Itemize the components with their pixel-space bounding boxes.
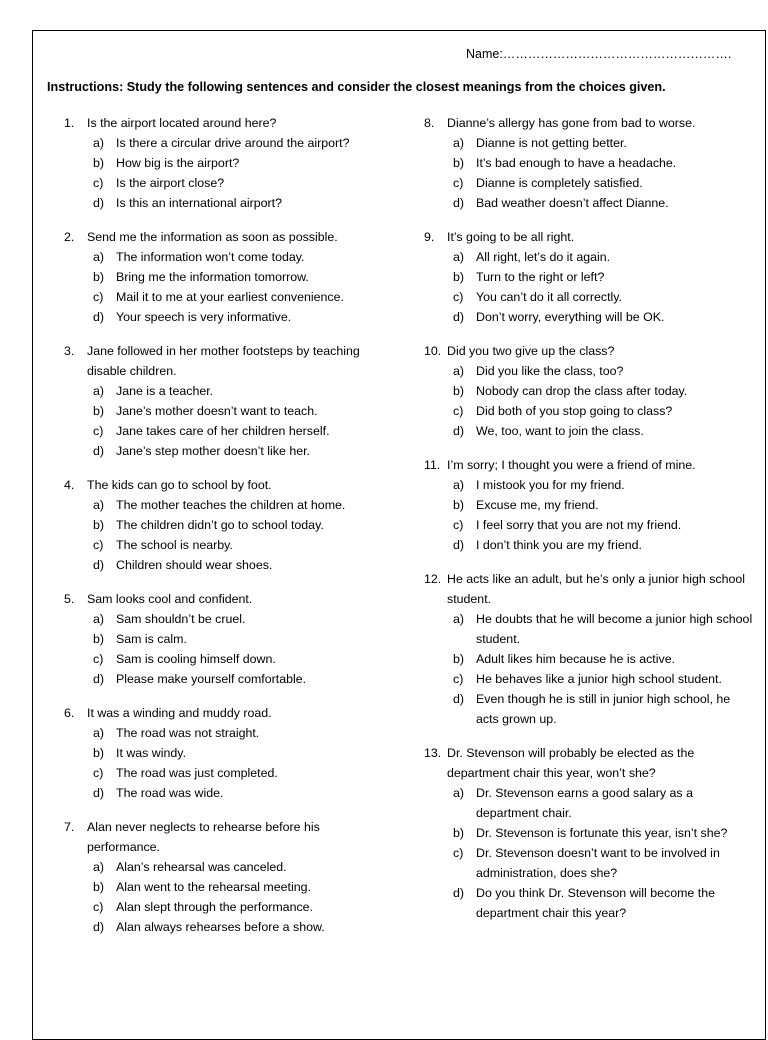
option-text: Is there a circular drive around the airport? <box>116 136 350 150</box>
answer-option <box>87 287 384 307</box>
answer-option <box>87 421 384 441</box>
question-number: 11. <box>424 458 441 472</box>
option-text: The road was wide. <box>116 786 224 800</box>
question-item <box>64 817 384 937</box>
answer-option <box>87 381 384 401</box>
option-text: Sam is cooling himself down. <box>116 652 276 666</box>
option-text: I don’t think you are my friend. <box>476 538 642 552</box>
question-item <box>424 227 754 327</box>
question-text: I’m sorry; I thought you were a friend of mine. <box>447 458 696 472</box>
option-letter: a) <box>93 250 105 264</box>
option-text: Alan went to the rehearsal meeting. <box>116 880 311 894</box>
option-text: Dianne is not getting better. <box>476 136 627 150</box>
option-text: Jane is a teacher. <box>116 384 214 398</box>
question-number: 1. <box>64 116 75 130</box>
option-letter: a) <box>93 726 105 740</box>
answer-option <box>447 421 754 441</box>
answer-option <box>447 361 754 381</box>
answer-options <box>87 133 384 213</box>
answer-option <box>87 877 384 897</box>
question-text: Send me the information as soon as possible. <box>87 230 338 244</box>
question-item <box>64 341 384 461</box>
option-text: Jane’s mother doesn’t want to teach. <box>116 404 318 418</box>
answer-options <box>447 361 754 441</box>
option-letter: c) <box>93 290 104 304</box>
option-letter: d) <box>93 558 105 572</box>
answer-option <box>87 723 384 743</box>
option-letter: d) <box>93 920 105 934</box>
option-letter: c) <box>453 404 464 418</box>
answer-options <box>87 247 384 327</box>
answer-option <box>87 133 384 153</box>
option-letter: a) <box>453 786 465 800</box>
instructions-heading: Instructions: Study the following sentences and consider the closest meanings from the choices given. <box>47 80 666 94</box>
answer-option <box>447 495 754 515</box>
question-text: Sam looks cool and confident. <box>87 592 253 606</box>
option-letter: d) <box>93 444 105 458</box>
option-letter: c) <box>93 900 104 914</box>
option-text: Excuse me, my friend. <box>476 498 599 512</box>
question-item <box>424 455 754 555</box>
option-letter: b) <box>453 156 465 170</box>
option-letter: c) <box>453 518 464 532</box>
answer-option <box>447 823 754 843</box>
answer-option <box>447 247 754 267</box>
option-text: Is the airport close? <box>116 176 225 190</box>
answer-option <box>447 783 754 823</box>
answer-option <box>447 535 754 555</box>
answer-options <box>447 783 754 923</box>
question-number: 2. <box>64 230 75 244</box>
option-letter: d) <box>453 538 465 552</box>
option-letter: d) <box>93 672 105 686</box>
answer-option <box>447 883 754 923</box>
question-item <box>424 569 754 729</box>
answer-option <box>87 515 384 535</box>
option-letter: b) <box>453 384 465 398</box>
option-text: Turn to the right or left? <box>476 270 605 284</box>
option-text: You can’t do it all correctly. <box>476 290 623 304</box>
option-text: The mother teaches the children at home. <box>116 498 346 512</box>
option-letter: a) <box>453 478 465 492</box>
option-letter: d) <box>453 196 465 210</box>
answer-option <box>447 515 754 535</box>
option-text: It’s bad enough to have a headache. <box>476 156 677 170</box>
question-text: It was a winding and muddy road. <box>87 706 272 720</box>
answer-option <box>447 307 754 327</box>
answer-option <box>447 401 754 421</box>
answer-option <box>447 669 754 689</box>
name-field-line: Name:………………………………………………. <box>466 47 732 61</box>
option-letter: a) <box>93 136 105 150</box>
question-text: Dr. Stevenson will probably be elected as the department chair this year, won’t she? <box>447 746 695 780</box>
question-number: 7. <box>64 820 75 834</box>
answer-option <box>87 669 384 689</box>
option-text: Is this an international airport? <box>116 196 282 210</box>
option-letter: d) <box>93 196 105 210</box>
answer-option <box>87 441 384 461</box>
option-text: Did you like the class, too? <box>476 364 624 378</box>
option-letter: c) <box>453 176 464 190</box>
option-text: It was windy. <box>116 746 187 760</box>
answer-option <box>87 267 384 287</box>
answer-option <box>87 193 384 213</box>
question-number: 12. <box>424 572 442 586</box>
question-item <box>424 743 754 923</box>
question-item <box>424 341 754 441</box>
option-letter: b) <box>93 880 105 894</box>
option-letter: c) <box>93 766 104 780</box>
answer-option <box>87 609 384 629</box>
answer-options <box>87 609 384 689</box>
answer-options <box>87 857 384 937</box>
option-letter: b) <box>453 652 465 666</box>
answer-option <box>87 783 384 803</box>
question-number: 4. <box>64 478 75 492</box>
question-item <box>64 227 384 327</box>
option-text: Dr. Stevenson is fortunate this year, isn’t she? <box>476 826 728 840</box>
option-letter: a) <box>453 612 465 626</box>
answer-option <box>87 763 384 783</box>
option-letter: c) <box>453 846 464 860</box>
answer-option <box>447 193 754 213</box>
answer-option <box>87 495 384 515</box>
option-text: How big is the airport? <box>116 156 240 170</box>
option-text: Don’t worry, everything will be OK. <box>476 310 665 324</box>
option-text: Alan’s rehearsal was canceled. <box>116 860 287 874</box>
option-letter: b) <box>93 404 105 418</box>
question-number: 10. <box>424 344 442 358</box>
option-text: Bring me the information tomorrow. <box>116 270 309 284</box>
option-letter: d) <box>453 886 465 900</box>
option-text: Jane’s step mother doesn’t like her. <box>116 444 311 458</box>
question-item <box>64 475 384 575</box>
option-letter: d) <box>453 692 465 706</box>
option-text: The road was not straight. <box>116 726 260 740</box>
option-letter: b) <box>93 746 105 760</box>
option-text: Sam is calm. <box>116 632 187 646</box>
question-text: It’s going to be all right. <box>447 230 575 244</box>
answer-options <box>447 609 754 729</box>
answer-option <box>447 287 754 307</box>
option-text: We, too, want to join the class. <box>476 424 644 438</box>
question-text: Dianne’s allergy has gone from bad to worse. <box>447 116 696 130</box>
option-letter: d) <box>93 786 105 800</box>
option-letter: a) <box>453 364 465 378</box>
answer-option <box>447 689 754 729</box>
answer-option <box>447 153 754 173</box>
option-letter: c) <box>453 290 464 304</box>
option-text: Sam shouldn’t be cruel. <box>116 612 246 626</box>
answer-options <box>447 247 754 327</box>
question-item <box>424 113 754 213</box>
option-text: Even though he is still in junior high school, he acts grown up. <box>476 692 731 726</box>
option-text: Mail it to me at your earliest convenience. <box>116 290 344 304</box>
option-text: Your speech is very informative. <box>116 310 292 324</box>
answer-options <box>87 723 384 803</box>
question-text: Did you two give up the class? <box>447 344 615 358</box>
answer-option <box>87 917 384 937</box>
answer-option <box>87 307 384 327</box>
option-letter: b) <box>453 270 465 284</box>
option-letter: a) <box>93 612 105 626</box>
answer-option <box>87 535 384 555</box>
option-letter: a) <box>453 136 465 150</box>
option-text: Dianne is completely satisfied. <box>476 176 643 190</box>
option-text: Jane takes care of her children herself. <box>116 424 330 438</box>
option-text: The school is nearby. <box>116 538 233 552</box>
option-letter: a) <box>93 498 105 512</box>
option-text: Please make yourself comfortable. <box>116 672 307 686</box>
option-text: Do you think Dr. Stevenson will become the department chair this year? <box>476 886 715 920</box>
option-letter: d) <box>453 424 465 438</box>
answer-option <box>87 555 384 575</box>
option-text: The information won’t come today. <box>116 250 305 264</box>
question-number: 6. <box>64 706 75 720</box>
option-text: Nobody can drop the class after today. <box>476 384 688 398</box>
answer-option <box>87 401 384 421</box>
answer-option <box>87 743 384 763</box>
option-letter: a) <box>93 384 105 398</box>
option-letter: b) <box>93 518 105 532</box>
option-letter: c) <box>93 538 104 552</box>
option-letter: b) <box>453 498 465 512</box>
answer-option <box>447 381 754 401</box>
answer-option <box>447 475 754 495</box>
answer-option <box>87 897 384 917</box>
answer-option <box>447 843 754 883</box>
questions-right-column <box>424 113 754 937</box>
question-text: Jane followed in her mother footsteps by teaching disable children. <box>87 344 360 378</box>
option-letter: d) <box>93 310 105 324</box>
answer-options <box>87 381 384 461</box>
option-letter: b) <box>93 270 105 284</box>
option-text: The children didn’t go to school today. <box>116 518 324 532</box>
option-letter: c) <box>93 176 104 190</box>
option-text: Dr. Stevenson earns a good salary as a department chair. <box>476 786 693 820</box>
answer-option <box>87 649 384 669</box>
question-text: The kids can go to school by foot. <box>87 478 272 492</box>
option-letter: b) <box>93 632 105 646</box>
question-text: Alan never neglects to rehearse before his performance. <box>87 820 320 854</box>
option-text: He doubts that he will become a junior high school student. <box>476 612 753 646</box>
question-number: 9. <box>424 230 435 244</box>
option-letter: d) <box>453 310 465 324</box>
question-item <box>64 589 384 689</box>
option-text: Bad weather doesn’t affect Dianne. <box>476 196 669 210</box>
answer-options <box>447 475 754 555</box>
option-text: He behaves like a junior high school student. <box>476 672 722 686</box>
question-text: Is the airport located around here? <box>87 116 277 130</box>
option-text: All right, let’s do it again. <box>476 250 611 264</box>
option-text: Dr. Stevenson doesn’t want to be involved in administration, does she? <box>476 846 720 880</box>
option-text: Alan slept through the performance. <box>116 900 313 914</box>
answer-option <box>87 857 384 877</box>
option-letter: a) <box>453 250 465 264</box>
option-letter: b) <box>93 156 105 170</box>
answer-options <box>447 133 754 213</box>
question-number: 3. <box>64 344 75 358</box>
answer-option <box>447 133 754 153</box>
option-text: Did both of you stop going to class? <box>476 404 673 418</box>
question-text: He acts like an adult, but he’s only a junior high school student. <box>447 572 746 606</box>
answer-option <box>87 247 384 267</box>
option-text: Alan always rehearses before a show. <box>116 920 325 934</box>
question-number: 13. <box>424 746 442 760</box>
option-text: I mistook you for my friend. <box>476 478 625 492</box>
option-letter: b) <box>453 826 465 840</box>
answer-option <box>87 629 384 649</box>
answer-option <box>447 173 754 193</box>
option-letter: c) <box>93 652 104 666</box>
answer-option <box>87 153 384 173</box>
question-number: 8. <box>424 116 435 130</box>
option-text: Children should wear shoes. <box>116 558 273 572</box>
questions-left-column <box>64 113 384 951</box>
option-text: Adult likes him because he is active. <box>476 652 676 666</box>
answer-option <box>447 267 754 287</box>
option-text: I feel sorry that you are not my friend. <box>476 518 682 532</box>
question-item <box>64 703 384 803</box>
option-letter: c) <box>93 424 104 438</box>
option-letter: a) <box>93 860 105 874</box>
question-number: 5. <box>64 592 75 606</box>
answer-option <box>87 173 384 193</box>
question-item <box>64 113 384 213</box>
answer-options <box>87 495 384 575</box>
answer-option <box>447 609 754 649</box>
option-text: The road was just completed. <box>116 766 278 780</box>
option-letter: c) <box>453 672 464 686</box>
answer-option <box>447 649 754 669</box>
